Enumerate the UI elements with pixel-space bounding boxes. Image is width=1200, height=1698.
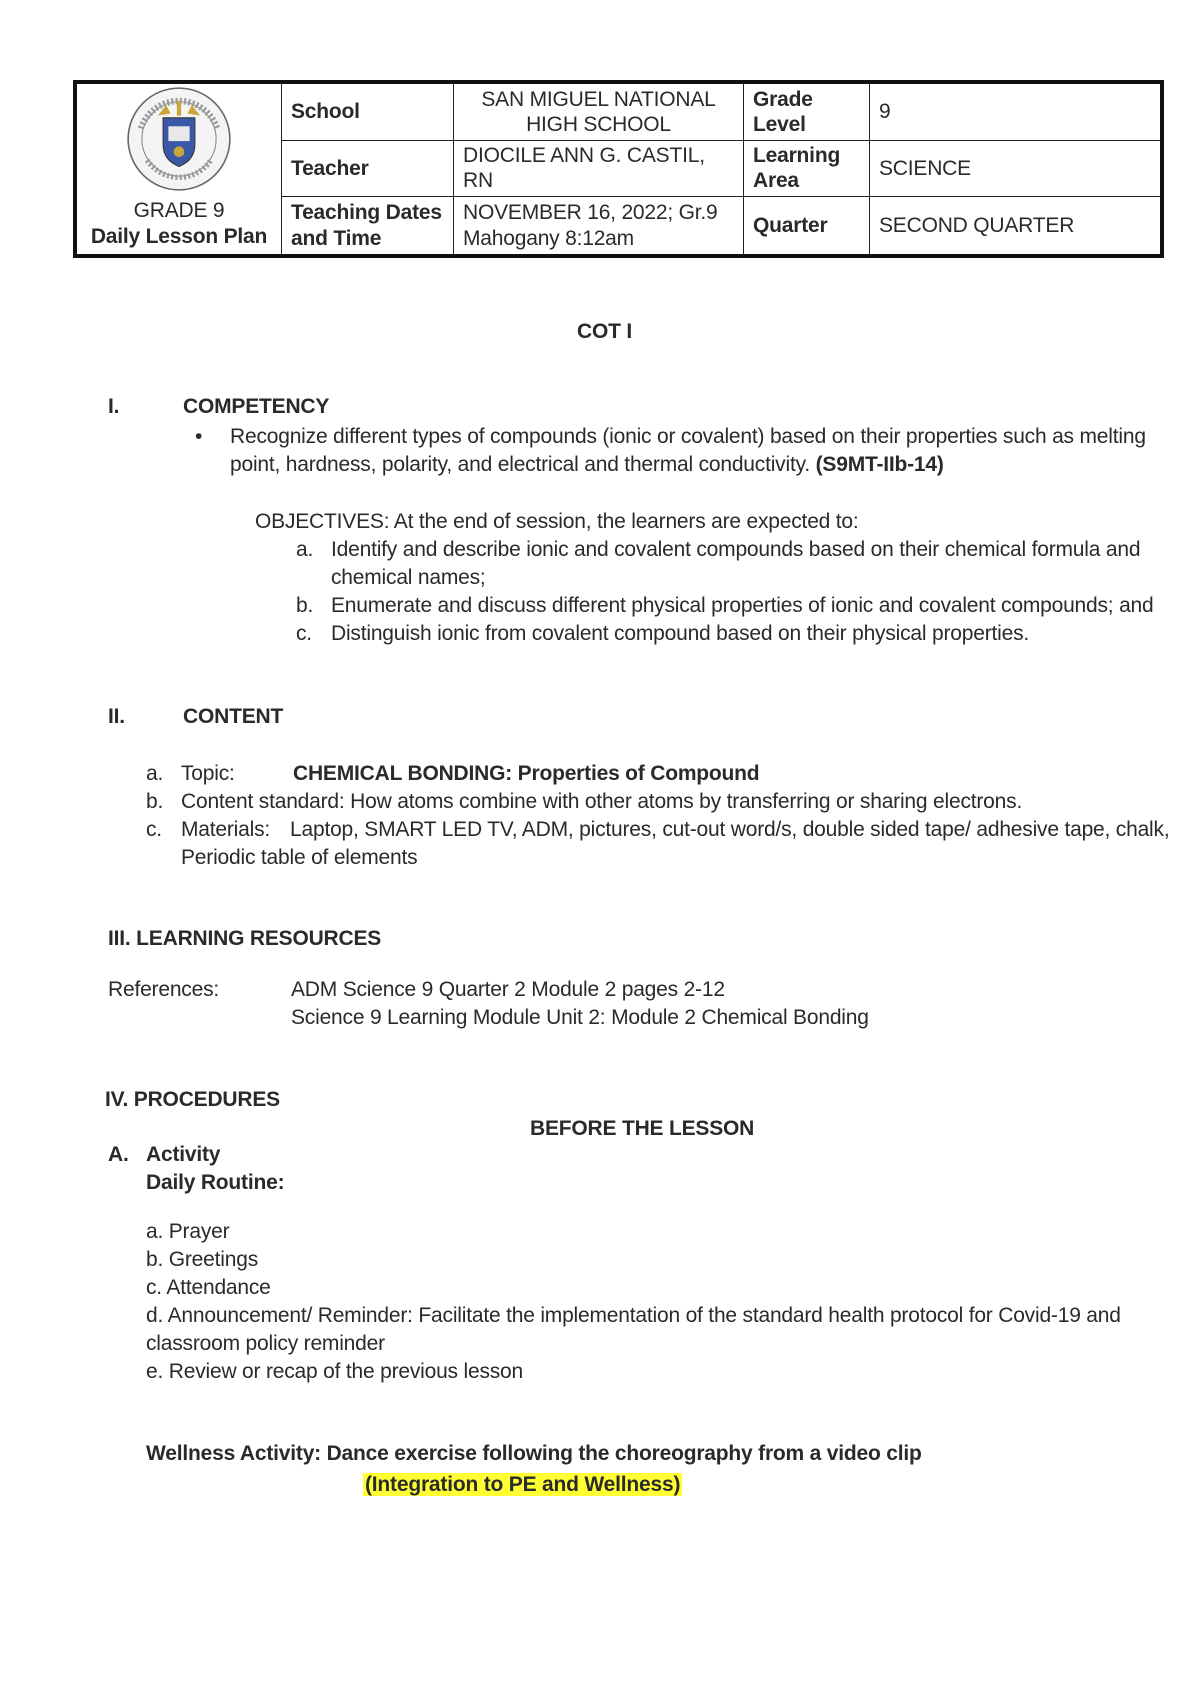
competency-code: (S9MT-IIb-14) (815, 453, 944, 476)
grade-value: 9 (870, 84, 1160, 141)
area-label-line1: Learning (753, 144, 841, 168)
objective-c-marker: c. (296, 622, 312, 645)
routine-label: Daily Routine: (146, 1171, 285, 1194)
materials-line2: Periodic table of elements (181, 846, 418, 869)
dates-label-line1: Teaching Dates (291, 201, 442, 225)
grade-label-line1: Grade (753, 87, 813, 111)
content-numeral: II. (108, 705, 125, 728)
objective-a-marker: a. (296, 538, 314, 561)
deped-seal-icon (126, 86, 232, 192)
grade-label-line2: Level (753, 112, 806, 136)
dates-label (282, 197, 454, 254)
activity-marker: A. (108, 1143, 129, 1166)
topic-value: CHEMICAL BONDING: Properties of Compound (293, 762, 760, 785)
routine-item-announcement: d. Announcement/ Reminder: Facilitate the implementation of the standard health protocol for Covid-19 and (146, 1304, 1121, 1327)
integration-highlight: (Integration to PE and Wellness) (365, 1473, 681, 1496)
quarter-value: SECOND QUARTER (879, 214, 1075, 238)
objective-a-line2: chemical names; (331, 566, 486, 589)
materials-label: Materials: (181, 818, 271, 841)
wellness-activity: Wellness Activity: Dance exercise following the choreography from a video clip (146, 1442, 922, 1465)
objective-b-line1: Enumerate and discuss different physical properties of ionic and covalent compounds; and (331, 594, 1154, 617)
competency-bullet: • (195, 425, 203, 448)
routine-item-review: e. Review or recap of the previous lesson (146, 1360, 523, 1383)
competency-text-line2-body: point, hardness, polarity, and electrical and thermal conductivity. (230, 453, 810, 476)
reference-2: Science 9 Learning Module Unit 2: Module 2 Chemical Bonding (291, 1006, 869, 1029)
references-label: References: (108, 978, 220, 1001)
topic-marker: a. (146, 762, 164, 785)
activity-label: Activity (146, 1143, 221, 1166)
routine-item-attendance: c. Attendance (146, 1276, 271, 1299)
competency-numeral: I. (108, 395, 120, 418)
logo-cell (77, 84, 282, 254)
dates-value (454, 197, 744, 254)
school-label: School (282, 84, 454, 141)
dates-value-line2: Mahogany 8:12am (463, 226, 634, 250)
reference-1: ADM Science 9 Quarter 2 Module 2 pages 2-12 (291, 978, 725, 1001)
area-label (744, 141, 870, 198)
materials-marker: c. (146, 818, 162, 841)
routine-item-greetings: b. Greetings (146, 1248, 258, 1271)
quarter-label: Quarter (744, 197, 870, 254)
dates-value-line1: NOVEMBER 16, 2022; Gr.9 (463, 201, 718, 225)
logo-text (91, 198, 267, 251)
content-heading: CONTENT (183, 705, 284, 728)
routine-item-prayer: a. Prayer (146, 1220, 230, 1243)
routine-item-announcement-cont: classroom policy reminder (146, 1332, 385, 1355)
objective-a-line1: Identify and describe ionic and covalent compounds based on their chemical formula and (331, 538, 1141, 561)
objective-c-line1: Distinguish ionic from covalent compound based on their physical properties. (331, 622, 1030, 645)
standard-marker: b. (146, 790, 164, 813)
logo-title: Daily Lesson Plan (90, 224, 268, 248)
topic-label: Topic: (181, 762, 235, 785)
teacher-value: DIOCILE ANN G. CASTIL, RN (454, 141, 744, 198)
competency-text-line2 (230, 453, 944, 477)
logo-grade: GRADE 9 (133, 198, 225, 222)
objective-b-marker: b. (296, 594, 314, 617)
procedures-heading: IV. PROCEDURES (105, 1088, 280, 1111)
school-value-line2: HIGH SCHOOL (526, 112, 671, 136)
competency-heading: COMPETENCY (183, 395, 330, 418)
header-table (73, 80, 1164, 258)
school-value-line1: SAN MIGUEL NATIONAL (481, 87, 716, 111)
teacher-label: Teacher (282, 141, 454, 198)
resources-heading: III. LEARNING RESOURCES (108, 927, 382, 950)
page-title: COT I (577, 320, 632, 343)
area-value: SCIENCE (870, 141, 1160, 198)
objectives-intro: OBJECTIVES: At the end of session, the learners are expected to: (255, 510, 859, 533)
competency-text-line1: Recognize different types of compounds (ionic or covalent) based on their properties such as melting (230, 425, 1146, 448)
standard-text: Content standard: How atoms combine with other atoms by transferring or sharing electrons. (181, 790, 1023, 813)
integration-note (363, 1473, 682, 1497)
grade-label (744, 84, 870, 141)
school-value (454, 84, 744, 141)
before-lesson-heading: BEFORE THE LESSON (530, 1117, 755, 1140)
area-label-line2: Area (753, 169, 799, 193)
dates-label-line2: and Time (291, 226, 382, 250)
materials-line1: Laptop, SMART LED TV, ADM, pictures, cut-out word/s, double sided tape/ adhesive tape, chalk, (290, 818, 1170, 841)
